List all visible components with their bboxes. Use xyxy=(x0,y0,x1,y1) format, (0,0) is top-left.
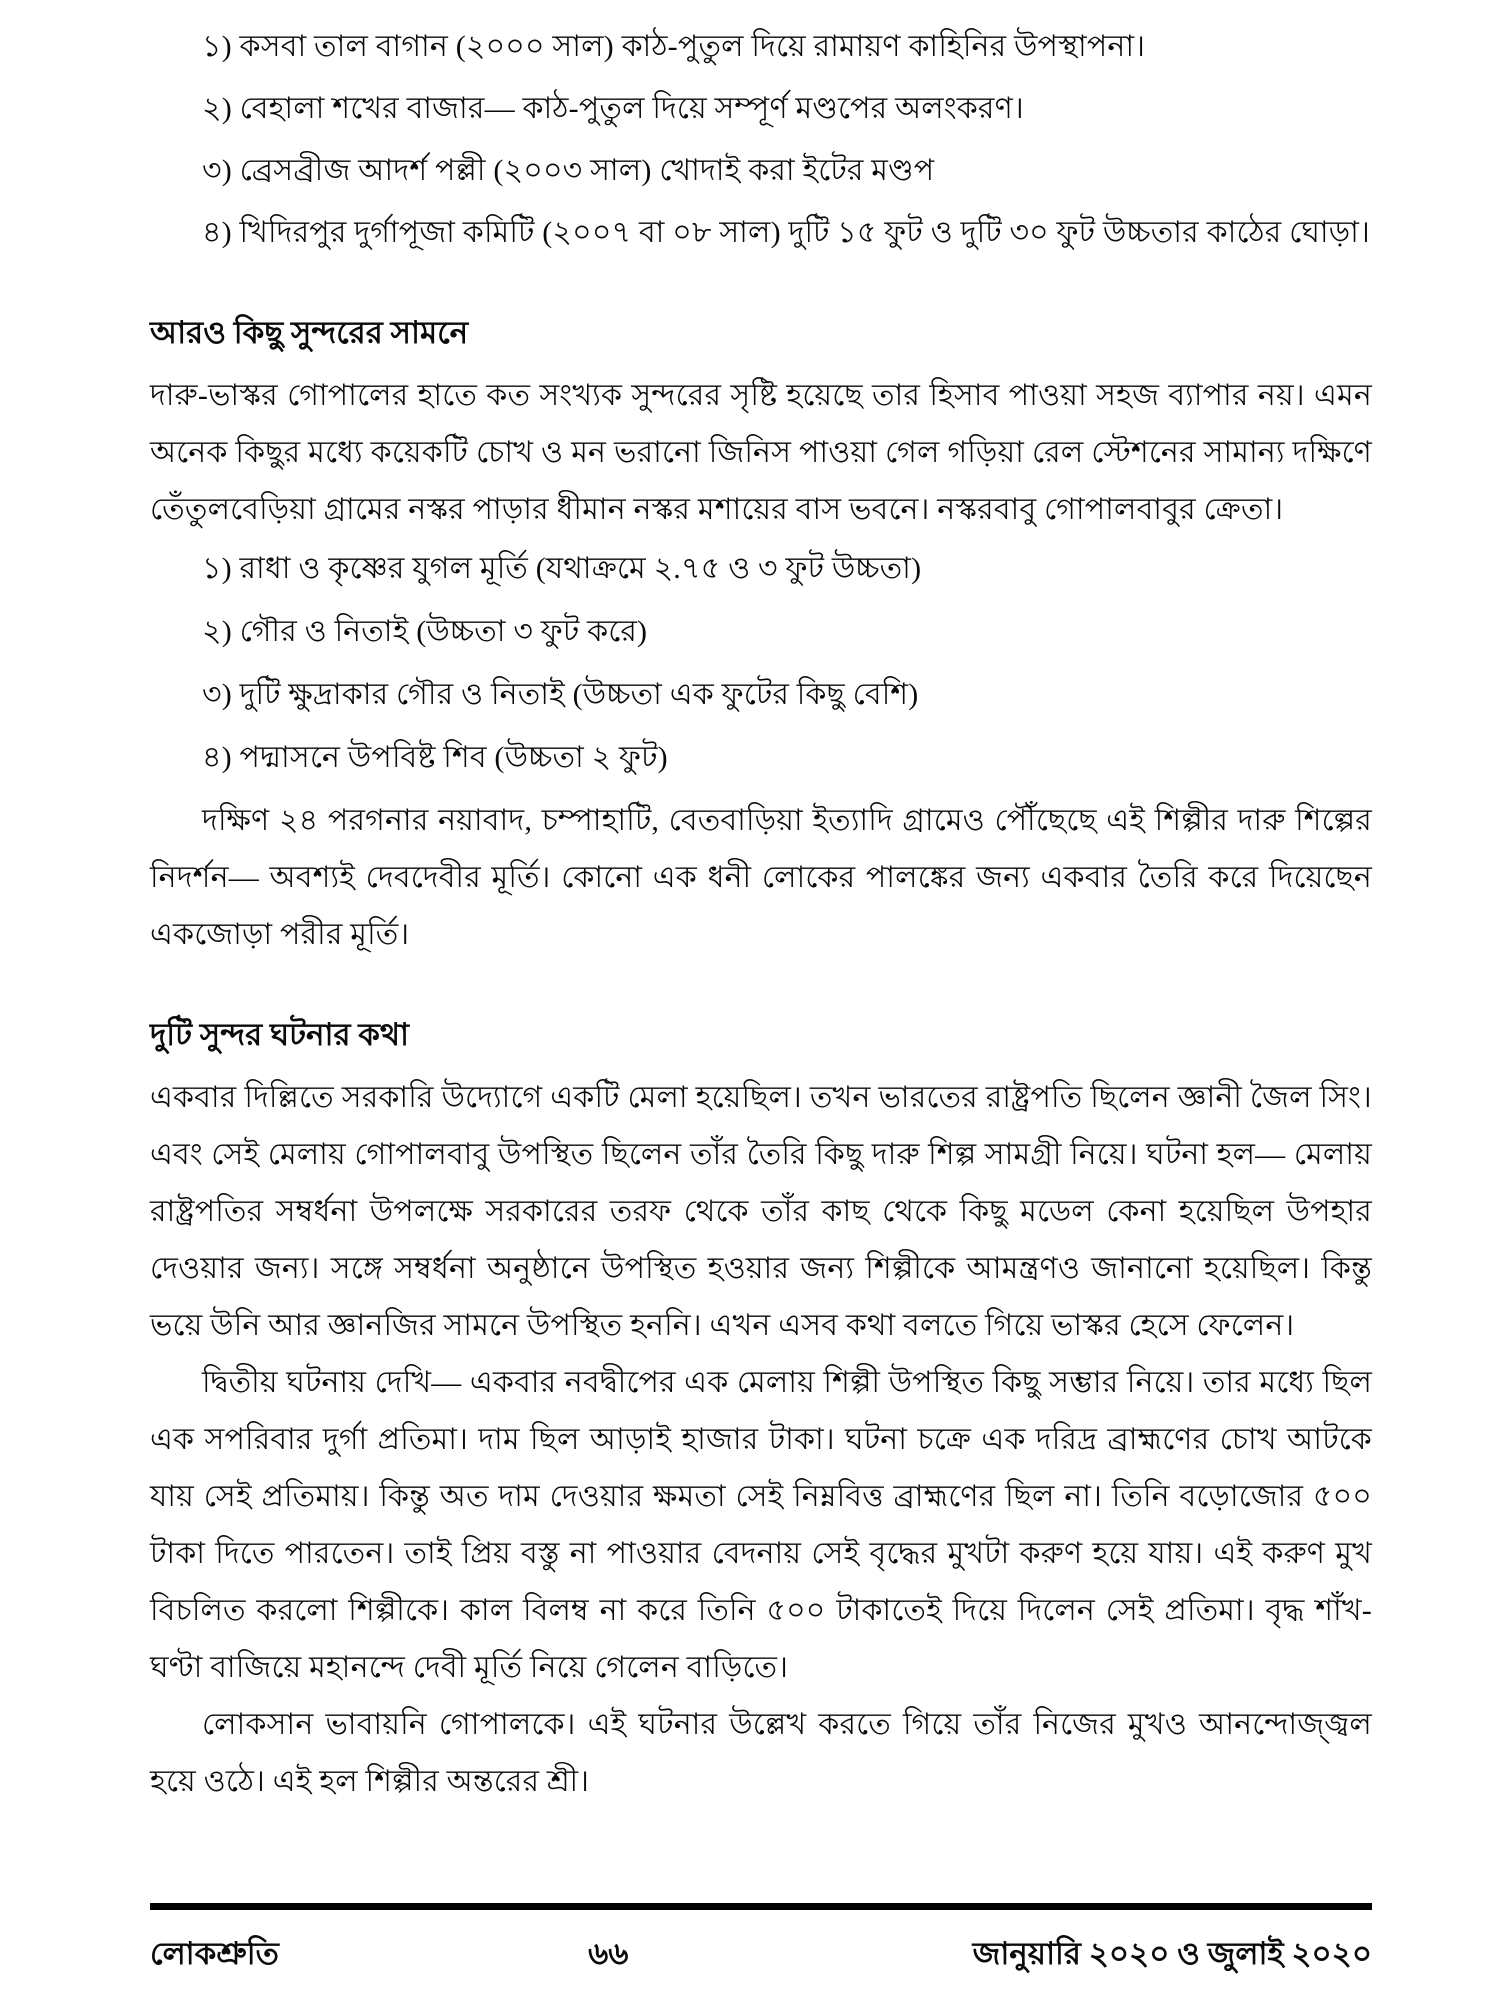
list-item: ৩) দুটি ক্ষুদ্রাকার গৌর ও নিতাই (উচ্চতা এক ফুটের কিছু বেশি) xyxy=(202,678,919,711)
page-footer xyxy=(150,1930,1372,1982)
paragraph: লোকসান ভাবায়নি গোপালকে। এই ঘটনার উল্লেখ করতে গিয়ে তাঁর নিজের মুখও আনন্দোজ্জ্বল হয়ে ওঠে। এই হল শিল্পীর অন্তরের শ্রী। xyxy=(150,1708,1372,1798)
list-item: ৪) খিদিরপুর দুর্গাপূজা কমিটি (২০০৭ বা ০৮ সাল) দুটি ১৫ ফুট ও দুটি ৩০ ফুট উচ্চতার কাঠের ঘোড়া। xyxy=(202,216,1371,249)
list-item: ২) গৌর ও নিতাই (উচ্চতা ৩ ফুট করে) xyxy=(202,615,648,648)
list-item: ৩) ব্রেসব্রীজ আদর্শ পল্লী (২০০৩ সাল) খোদাই করা ইটের মণ্ডপ xyxy=(202,154,935,187)
paragraph: দারু-ভাস্কর গোপালের হাতে কত সংখ্যক সুন্দরের সৃষ্টি হয়েছে তার হিসাব পাওয়া সহজ ব্যাপার নয়। এমন অনেক কিছুর মধ্যে কয়েকটি চোখ ও মন ভরানো জিনিস পাওয়া গেল গড়িয়া রেল স্টেশনের সামান্য দক্ষিণে তেঁতুলবেড়িয়া গ্রামের নস্কর পাড়ার ধীমান নস্কর মশায়ের বাস ভবনে। নস্করবাবু গোপালবাবুর ক্রেতা। xyxy=(150,379,1372,526)
list-item: ১) রাধা ও কৃষ্ণের যুগল মূর্তি (যথাক্রমে ২.৭৫ ও ৩ ফুট উচ্চতা) xyxy=(202,552,922,585)
list-item: ১) কসবা তাল বাগান (২০০০ সাল) কাঠ-পুতুল দিয়ে রামায়ণ কাহিনির উপস্থাপনা। xyxy=(202,30,1146,63)
section-heading-more-beauty: আরও কিছু সুন্দরের সামনে xyxy=(150,315,469,350)
paragraph: একবার দিল্লিতে সরকারি উদ্যোগে একটি মেলা হয়েছিল। তখন ভারতের রাষ্ট্রপতি ছিলেন জ্ঞানী জৈল সিং। এবং সেই মেলায় গোপালবাবু উপস্থিত ছিলেন তাঁর তৈরি কিছু দারু শিল্প সামগ্রী নিয়ে। ঘটনা হল— মেলায় রাষ্ট্রপতির সম্বর্ধনা উপলক্ষে সরকারের তরফ থেকে তাঁর কাছ থেকে কিছু মডেল কেনা হয়েছিল উপহার দেওয়ার জন্য। সঙ্গে সম্বর্ধনা অনুষ্ঠানে উপস্থিত হওয়ার জন্য শিল্পীকে আমন্ত্রণও জানানো হয়েছিল। কিন্তু ভয়ে উনি আর জ্ঞানজির সামনে উপস্থিত হননি। এখন এসব কথা বলতে গিয়ে ভাস্কর হেসে ফেলেন। xyxy=(150,1081,1372,1342)
journal-name: লোকশ্রুতি xyxy=(150,1936,279,1971)
intro-numbered-list xyxy=(150,18,1372,261)
footer-rule xyxy=(150,1903,1372,1910)
paragraph: দ্বিতীয় ঘটনায় দেখি— একবার নবদ্বীপের এক মেলায় শিল্পী উপস্থিত কিছু সম্ভার নিয়ে। তার মধ্যে ছিল এক সপরিবার দুর্গা প্রতিমা। দাম ছিল আড়াই হাজার টাকা। ঘটনা চক্রে এক দরিদ্র ব্রাহ্মণের চোখ আটকে যায় সেই প্রতিমায়। কিন্তু অত দাম দেওয়ার ক্ষমতা সেই নিম্নবিত্ত ব্রাহ্মণের ছিল না। তিনি বড়োজোর ৫০০ টাকা দিতে পারতেন। তাই প্রিয় বস্তু না পাওয়ার বেদনায় সেই বৃদ্ধের মুখটা করুণ হয়ে যায়। এই করুণ মুখ বিচলিত করলো শিল্পীকে। কাল বিলম্ব না করে তিনি ৫০০ টাকাতেই দিয়ে দিলেন সেই প্রতিমা। বৃদ্ধ শাঁখ-ঘণ্টা বাজিয়ে মহানন্দে দেবী মূর্তি নিয়ে গেলেন বাড়িতে। xyxy=(150,1366,1372,1684)
list-item: ২) বেহালা শখের বাজার— কাঠ-পুতুল দিয়ে সম্পূর্ণ মণ্ডপের অলংকরণ। xyxy=(202,92,1024,125)
sculpture-numbered-list xyxy=(150,540,1372,786)
section-heading-two-events: দুটি সুন্দর ঘটনার কথা xyxy=(150,1017,410,1052)
document-page xyxy=(150,18,1372,2000)
page-number: ৬৬ xyxy=(588,1936,629,1971)
issue-date: জানুয়ারি ২০২০ ও জুলাই ২০২০ xyxy=(972,1936,1372,1971)
paragraph: দক্ষিণ ২৪ পরগনার নয়াবাদ, চম্পাহাটি, বেতবাড়িয়া ইত্যাদি গ্রামেও পৌঁছেছে এই শিল্পীর দারু শিল্পের নিদর্শন— অবশ্যই দেবদেবীর মূর্তি। কোনো এক ধনী লোকের পালঙ্কের জন্য একবার তৈরি করে দিয়েছেন একজোড়া পরীর মূর্তি। xyxy=(150,804,1372,951)
list-item: ৪) পদ্মাসনে উপবিষ্ট শিব (উচ্চতা ২ ফুট) xyxy=(202,741,668,774)
